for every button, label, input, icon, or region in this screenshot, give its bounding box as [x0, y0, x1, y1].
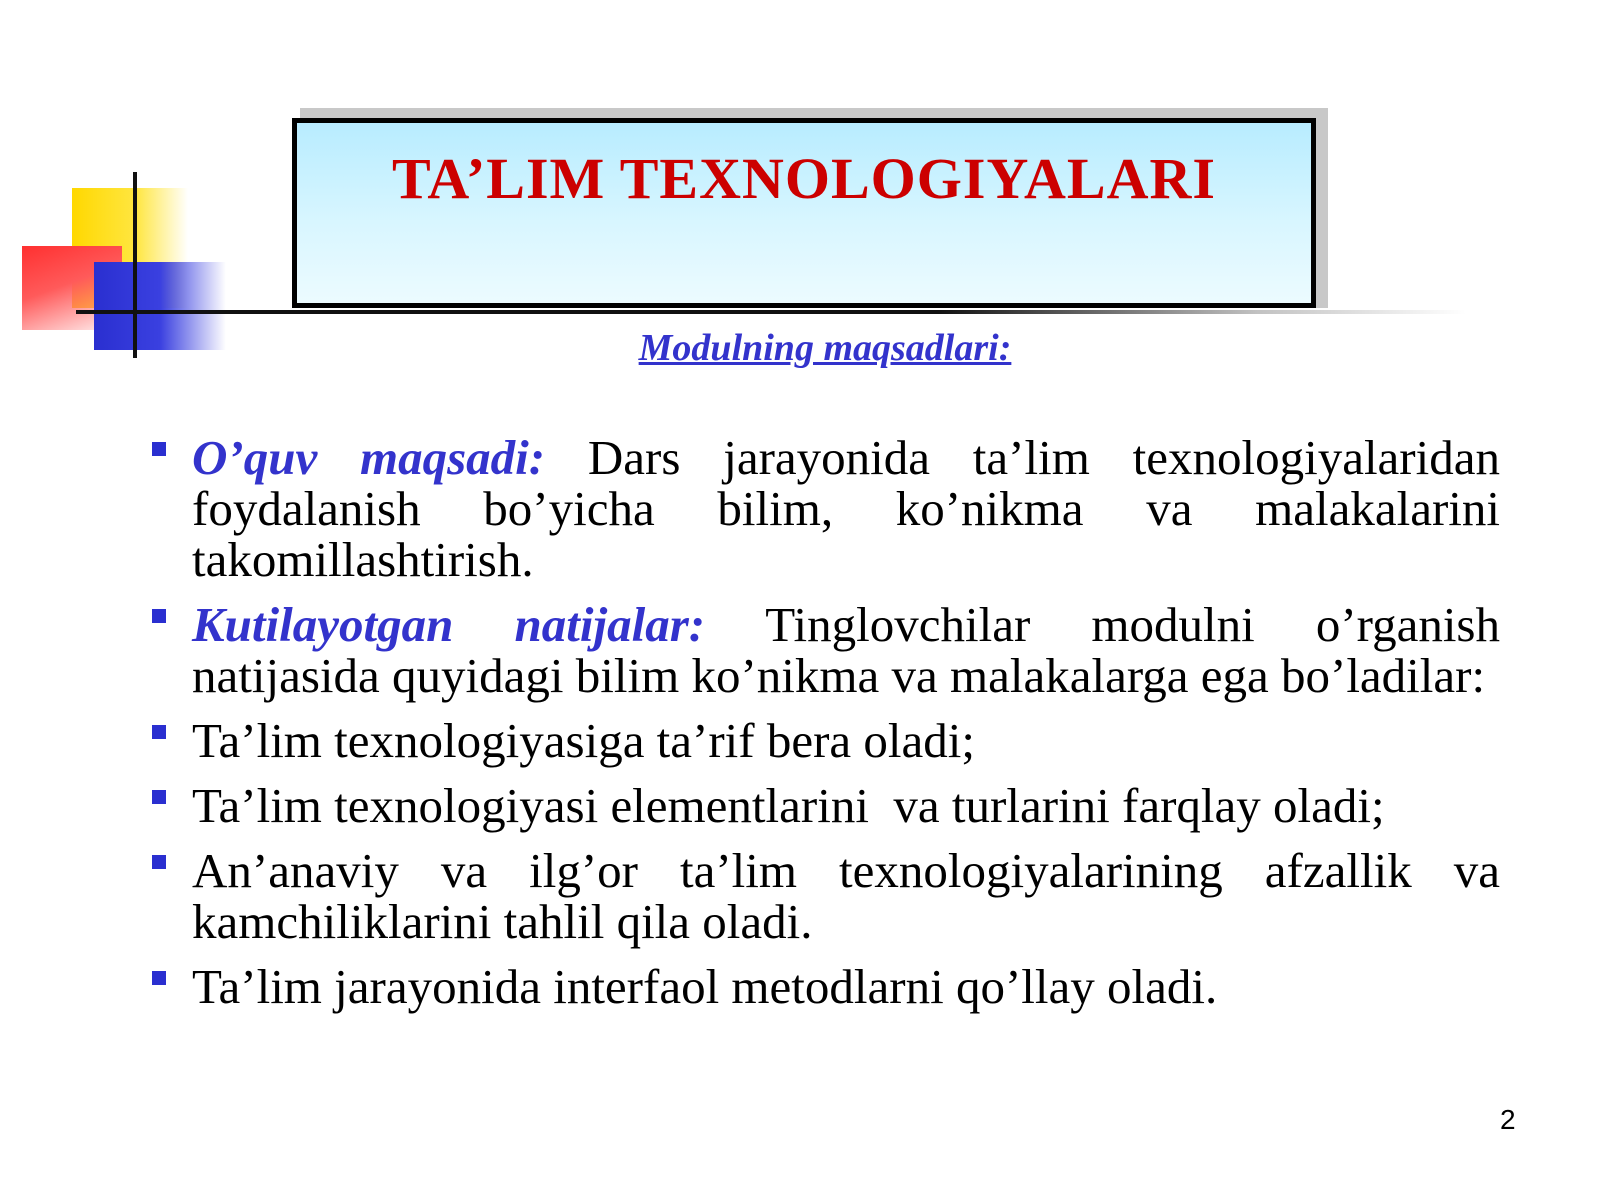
item-text: Ta’lim texnologiyasi elementlarini va turlarini farqlay oladi;: [192, 778, 1385, 833]
item-text: Tinglovchilar modulni o’rganish natijasida quyidagi bilim ko’nikma va malakalarga ega bo’ladilar:: [192, 597, 1501, 703]
list-item: [150, 780, 1500, 831]
title-box: [292, 118, 1316, 308]
slide-subtitle: Modulning maqsadlari:: [638, 327, 1012, 369]
item-lead: O’quv maqsadi:: [192, 430, 546, 485]
decor-horizontal-line: [76, 310, 1466, 314]
square-bullet-icon: [152, 971, 166, 985]
square-bullet-icon: [152, 855, 166, 869]
page-number: 2: [1500, 1104, 1516, 1135]
slide-title: TA’LIM TEXNOLOGIYALARI: [392, 146, 1216, 211]
square-bullet-icon: [152, 725, 166, 739]
square-bullet-icon: [152, 609, 166, 623]
item-text: Ta’lim jarayonida interfaol metodlarni qo’llay oladi.: [192, 959, 1218, 1014]
list-item: [150, 845, 1500, 947]
list-item: [150, 715, 1500, 766]
square-bullet-icon: [152, 790, 166, 804]
item-text: Dars jarayonida ta’lim texnologiyalaridan foydalanish bo’yicha bilim, ko’nikma va malakalarini takomillashtirish.: [192, 430, 1500, 587]
list-item: [150, 961, 1500, 1012]
list-item: [150, 432, 1500, 585]
square-bullet-icon: [152, 442, 166, 456]
list-item: [150, 599, 1500, 701]
bullet-list: [150, 432, 1500, 1026]
item-text: An’anaviy va ilg’or ta’lim texnologiyalarining afzallik va kamchiliklarini tahlil qila oladi.: [192, 843, 1500, 949]
item-text: Ta’lim texnologiyasiga ta’rif bera oladi;: [192, 713, 976, 768]
item-lead: Kutilayotgan natijalar:: [192, 597, 706, 652]
